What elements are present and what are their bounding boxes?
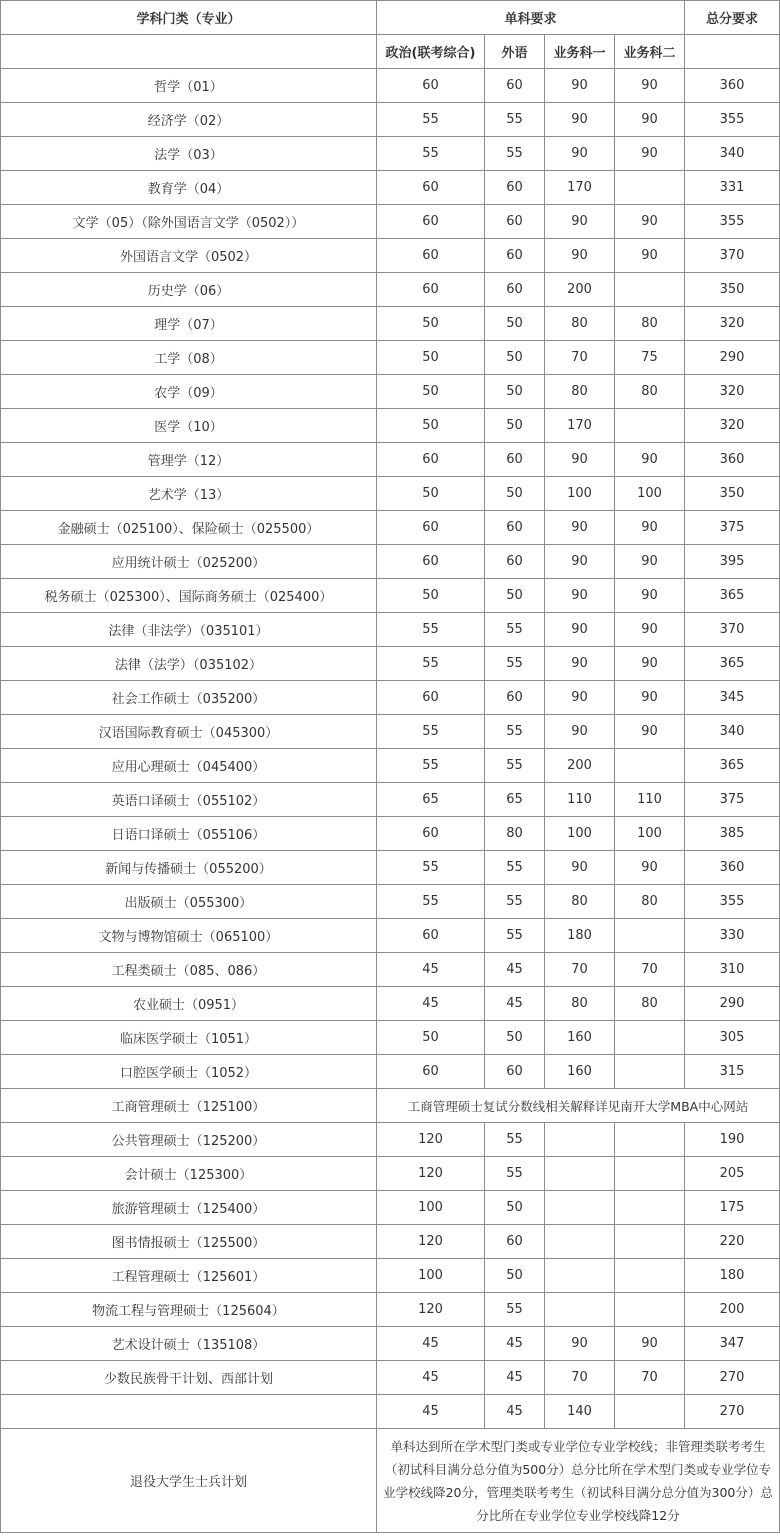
politics-score: 60 (377, 545, 485, 579)
politics-score: 120 (377, 1225, 485, 1259)
politics-score: 55 (377, 103, 485, 137)
table-row (1, 1327, 780, 1361)
header-foreign-language: 外语 (485, 35, 545, 69)
table-row (1, 1123, 780, 1157)
subject-one-score: 140 (545, 1395, 615, 1429)
table-row (1, 409, 780, 443)
row-category: 法律（非法学）（035101） (1, 613, 377, 647)
row-category: 农业硕士（0951） (1, 987, 377, 1021)
subject-two-score: 90 (615, 103, 685, 137)
politics-score: 55 (377, 137, 485, 171)
foreign-language-score: 55 (485, 137, 545, 171)
total-score: 200 (685, 1293, 780, 1327)
table-row (1, 1055, 780, 1089)
subject-two-score: 110 (615, 783, 685, 817)
total-score: 205 (685, 1157, 780, 1191)
table-row (1, 1259, 780, 1293)
total-score: 190 (685, 1123, 780, 1157)
subject-one-score: 200 (545, 273, 615, 307)
total-score: 355 (685, 205, 780, 239)
subject-one-score: 70 (545, 341, 615, 375)
foreign-language-score: 50 (485, 1191, 545, 1225)
table-row (1, 885, 780, 919)
row-category: 工程管理硕士（125601） (1, 1259, 377, 1293)
foreign-language-score: 50 (485, 1259, 545, 1293)
subject-one-score: 70 (545, 953, 615, 987)
politics-score: 60 (377, 1055, 485, 1089)
politics-score: 50 (377, 307, 485, 341)
foreign-language-score: 50 (485, 477, 545, 511)
subject-two-score (615, 1225, 685, 1259)
table-row (1, 273, 780, 307)
table-row (1, 375, 780, 409)
politics-score: 50 (377, 477, 485, 511)
table-row (1, 749, 780, 783)
veteran-note: 单科达到所在学术型门类或专业学位专业学校线；非管理类联考考生（初试科目满分总分值为500分）总分比所在学术型门类或专业学位专业学校线降20分，管理类联考考生（初试科目满分总分值为300分）总分比所在专业学位专业学校线降12分 (377, 1429, 780, 1533)
subject-two-score (615, 1157, 685, 1191)
politics-score: 55 (377, 647, 485, 681)
total-score: 315 (685, 1055, 780, 1089)
foreign-language-score: 65 (485, 783, 545, 817)
total-score: 290 (685, 341, 780, 375)
subject-one-score: 90 (545, 715, 615, 749)
subject-two-score: 90 (615, 443, 685, 477)
row-category: 金融硕士（025100）、保险硕士（025500） (1, 511, 377, 545)
subject-two-score: 90 (615, 137, 685, 171)
subject-two-score: 90 (615, 239, 685, 273)
total-score: 270 (685, 1395, 780, 1429)
header-total-requirement: 总分要求 (685, 1, 780, 35)
row-category: 少数民族骨干计划、西部计划 (1, 1361, 377, 1395)
subject-one-score: 90 (545, 69, 615, 103)
subject-one-score: 90 (545, 613, 615, 647)
subject-two-score: 80 (615, 987, 685, 1021)
foreign-language-score: 50 (485, 409, 545, 443)
total-score: 355 (685, 885, 780, 919)
row-category: 公共管理硕士（125200） (1, 1123, 377, 1157)
foreign-language-score: 80 (485, 817, 545, 851)
subject-one-score: 90 (545, 511, 615, 545)
foreign-language-score: 60 (485, 205, 545, 239)
politics-score: 50 (377, 579, 485, 613)
foreign-language-score: 45 (485, 1327, 545, 1361)
total-score: 365 (685, 749, 780, 783)
foreign-language-score: 50 (485, 307, 545, 341)
politics-score: 60 (377, 443, 485, 477)
table-row (1, 783, 780, 817)
total-score: 330 (685, 919, 780, 953)
politics-score: 65 (377, 783, 485, 817)
subject-one-score (545, 1157, 615, 1191)
foreign-language-score: 50 (485, 579, 545, 613)
row-category: 外国语言文学（0502） (1, 239, 377, 273)
politics-score: 60 (377, 205, 485, 239)
politics-score: 45 (377, 1395, 485, 1429)
foreign-language-score: 60 (485, 1055, 545, 1089)
total-score: 347 (685, 1327, 780, 1361)
table-row (1, 681, 780, 715)
table-row (1, 1225, 780, 1259)
politics-score: 60 (377, 69, 485, 103)
row-category-empty (1, 1395, 377, 1429)
subject-two-score: 80 (615, 307, 685, 341)
row-category: 税务硕士（025300）、国际商务硕士（025400） (1, 579, 377, 613)
row-category: 新闻与传播硕士（055200） (1, 851, 377, 885)
politics-score: 50 (377, 375, 485, 409)
foreign-language-score: 55 (485, 851, 545, 885)
row-category: 英语口译硕士（055102） (1, 783, 377, 817)
foreign-language-score: 60 (485, 1225, 545, 1259)
table-row (1, 1191, 780, 1225)
total-score: 365 (685, 647, 780, 681)
politics-score: 60 (377, 681, 485, 715)
foreign-language-score: 50 (485, 375, 545, 409)
subject-one-score: 100 (545, 477, 615, 511)
foreign-language-score: 55 (485, 1293, 545, 1327)
total-score: 375 (685, 511, 780, 545)
politics-score: 60 (377, 239, 485, 273)
row-category: 医学（10） (1, 409, 377, 443)
total-score: 355 (685, 103, 780, 137)
row-category: 会计硕士（125300） (1, 1157, 377, 1191)
row-category: 旅游管理硕士（125400） (1, 1191, 377, 1225)
subject-one-score (545, 1259, 615, 1293)
subject-two-score: 70 (615, 953, 685, 987)
subject-one-score (545, 1123, 615, 1157)
row-category: 出版硕士（055300） (1, 885, 377, 919)
table-row (1, 953, 780, 987)
total-score: 360 (685, 69, 780, 103)
row-category: 工学（08） (1, 341, 377, 375)
politics-score: 120 (377, 1157, 485, 1191)
politics-score: 55 (377, 851, 485, 885)
total-score: 331 (685, 171, 780, 205)
foreign-language-score: 55 (485, 613, 545, 647)
table-row-veteran (1, 1429, 780, 1533)
header-politics: 政治(联考综合) (377, 35, 485, 69)
table-row (1, 103, 780, 137)
subject-one-score: 160 (545, 1021, 615, 1055)
foreign-language-score: 60 (485, 443, 545, 477)
subject-one-score (545, 1225, 615, 1259)
subject-two-score: 90 (615, 545, 685, 579)
table-row (1, 137, 780, 171)
total-score: 340 (685, 137, 780, 171)
row-category: 工程类硕士（085、086） (1, 953, 377, 987)
subject-one-score: 90 (545, 545, 615, 579)
subject-two-score: 75 (615, 341, 685, 375)
row-category: 文物与博物馆硕士（065100） (1, 919, 377, 953)
foreign-language-score: 55 (485, 1123, 545, 1157)
row-category: 法律（法学）（035102） (1, 647, 377, 681)
politics-score: 50 (377, 409, 485, 443)
row-category: 汉语国际教育硕士（045300） (1, 715, 377, 749)
subject-one-score: 70 (545, 1361, 615, 1395)
subject-one-score: 80 (545, 987, 615, 1021)
total-score: 320 (685, 307, 780, 341)
subject-one-score (545, 1293, 615, 1327)
header-empty-total (685, 35, 780, 69)
table-row (1, 1157, 780, 1191)
table-row-minority-2 (1, 1395, 780, 1429)
row-category: 管理学（12） (1, 443, 377, 477)
subject-one-score: 90 (545, 681, 615, 715)
foreign-language-score: 55 (485, 885, 545, 919)
subject-two-score: 90 (615, 647, 685, 681)
subject-one-score: 160 (545, 1055, 615, 1089)
subject-two-score (615, 409, 685, 443)
foreign-language-score: 60 (485, 69, 545, 103)
table-row (1, 987, 780, 1021)
table-row-minority (1, 1361, 780, 1395)
politics-score: 60 (377, 273, 485, 307)
table-row (1, 307, 780, 341)
foreign-language-score: 50 (485, 1021, 545, 1055)
politics-score: 55 (377, 715, 485, 749)
table-row (1, 239, 780, 273)
subject-one-score: 90 (545, 647, 615, 681)
header-empty (1, 35, 377, 69)
total-score: 350 (685, 477, 780, 511)
subject-one-score: 90 (545, 443, 615, 477)
row-category: 物流工程与管理硕士（125604） (1, 1293, 377, 1327)
row-category: 教育学（04） (1, 171, 377, 205)
total-score: 270 (685, 1361, 780, 1395)
table-row (1, 647, 780, 681)
subject-two-score (615, 1123, 685, 1157)
subject-two-score: 90 (615, 613, 685, 647)
subject-two-score (615, 1293, 685, 1327)
politics-score: 45 (377, 987, 485, 1021)
politics-score: 55 (377, 613, 485, 647)
row-category: 日语口译硕士（055106） (1, 817, 377, 851)
politics-score: 60 (377, 919, 485, 953)
table-row (1, 171, 780, 205)
row-category: 经济学（02） (1, 103, 377, 137)
subject-one-score: 90 (545, 205, 615, 239)
subject-one-score: 90 (545, 851, 615, 885)
table-row (1, 545, 780, 579)
row-category: 临床医学硕士（1051） (1, 1021, 377, 1055)
total-score: 175 (685, 1191, 780, 1225)
politics-score: 45 (377, 1361, 485, 1395)
row-category: 法学（03） (1, 137, 377, 171)
total-score: 320 (685, 375, 780, 409)
total-score: 370 (685, 239, 780, 273)
table-row (1, 1293, 780, 1327)
total-score: 290 (685, 987, 780, 1021)
politics-score: 120 (377, 1123, 485, 1157)
politics-score: 55 (377, 885, 485, 919)
politics-score: 60 (377, 817, 485, 851)
table-row-mba (1, 1089, 780, 1123)
total-score: 360 (685, 851, 780, 885)
subject-two-score: 90 (615, 69, 685, 103)
foreign-language-score: 60 (485, 511, 545, 545)
total-score: 360 (685, 443, 780, 477)
subject-one-score: 90 (545, 579, 615, 613)
table-row (1, 613, 780, 647)
subject-two-score: 100 (615, 817, 685, 851)
total-score: 375 (685, 783, 780, 817)
subject-two-score: 90 (615, 205, 685, 239)
subject-two-score (615, 1055, 685, 1089)
row-category: 口腔医学硕士（1052） (1, 1055, 377, 1089)
politics-score: 45 (377, 1327, 485, 1361)
total-score: 365 (685, 579, 780, 613)
subject-two-score (615, 1191, 685, 1225)
politics-score: 60 (377, 511, 485, 545)
row-category: 农学（09） (1, 375, 377, 409)
subject-one-score: 180 (545, 919, 615, 953)
subject-two-score: 80 (615, 885, 685, 919)
table-row (1, 715, 780, 749)
table-row (1, 1021, 780, 1055)
foreign-language-score: 55 (485, 749, 545, 783)
table-row (1, 477, 780, 511)
subject-one-score: 90 (545, 103, 615, 137)
politics-score: 120 (377, 1293, 485, 1327)
subject-one-score: 80 (545, 307, 615, 341)
subject-two-score (615, 1259, 685, 1293)
table-row (1, 443, 780, 477)
subject-one-score: 110 (545, 783, 615, 817)
foreign-language-score: 45 (485, 953, 545, 987)
table-row (1, 69, 780, 103)
subject-one-score: 90 (545, 1327, 615, 1361)
subject-two-score (615, 171, 685, 205)
foreign-language-score: 55 (485, 103, 545, 137)
row-category: 应用心理硕士（045400） (1, 749, 377, 783)
header-single-requirement: 单科要求 (377, 1, 685, 35)
row-category: 退役大学生士兵计划 (1, 1429, 377, 1533)
mba-note: 工商管理硕士复试分数线相关解释详见南开大学MBA中心网站 (377, 1089, 780, 1123)
header-subject-one: 业务科一 (545, 35, 615, 69)
foreign-language-score: 55 (485, 919, 545, 953)
row-category: 艺术设计硕士（135108） (1, 1327, 377, 1361)
table-row (1, 341, 780, 375)
subject-one-score: 80 (545, 885, 615, 919)
subject-two-score: 80 (615, 375, 685, 409)
table-row (1, 851, 780, 885)
foreign-language-score: 60 (485, 171, 545, 205)
politics-score: 100 (377, 1191, 485, 1225)
total-score: 350 (685, 273, 780, 307)
subject-two-score: 100 (615, 477, 685, 511)
foreign-language-score: 60 (485, 681, 545, 715)
table-row (1, 817, 780, 851)
politics-score: 50 (377, 1021, 485, 1055)
subject-two-score: 90 (615, 681, 685, 715)
total-score: 385 (685, 817, 780, 851)
total-score: 305 (685, 1021, 780, 1055)
row-category: 社会工作硕士（035200） (1, 681, 377, 715)
subject-two-score: 90 (615, 851, 685, 885)
politics-score: 55 (377, 749, 485, 783)
foreign-language-score: 50 (485, 341, 545, 375)
row-category: 艺术学（13） (1, 477, 377, 511)
subject-two-score: 90 (615, 579, 685, 613)
subject-one-score: 170 (545, 409, 615, 443)
subject-two-score (615, 1395, 685, 1429)
total-score: 370 (685, 613, 780, 647)
subject-two-score (615, 919, 685, 953)
row-category: 历史学（06） (1, 273, 377, 307)
table-row (1, 511, 780, 545)
row-category: 工商管理硕士（125100） (1, 1089, 377, 1123)
foreign-language-score: 45 (485, 1361, 545, 1395)
total-score: 220 (685, 1225, 780, 1259)
table-row (1, 205, 780, 239)
politics-score: 45 (377, 953, 485, 987)
total-score: 345 (685, 681, 780, 715)
subject-one-score: 90 (545, 137, 615, 171)
subject-one-score: 170 (545, 171, 615, 205)
foreign-language-score: 45 (485, 1395, 545, 1429)
subject-one-score (545, 1191, 615, 1225)
subject-two-score: 70 (615, 1361, 685, 1395)
foreign-language-score: 45 (485, 987, 545, 1021)
row-category: 哲学（01） (1, 69, 377, 103)
subject-two-score (615, 749, 685, 783)
foreign-language-score: 60 (485, 273, 545, 307)
header-subject-two: 业务科二 (615, 35, 685, 69)
foreign-language-score: 55 (485, 1157, 545, 1191)
row-category: 理学（07） (1, 307, 377, 341)
row-category: 图书情报硕士（125500） (1, 1225, 377, 1259)
row-category: 文学（05）（除外国语言文学（0502）） (1, 205, 377, 239)
subject-one-score: 90 (545, 239, 615, 273)
politics-score: 100 (377, 1259, 485, 1293)
foreign-language-score: 60 (485, 545, 545, 579)
subject-two-score: 90 (615, 511, 685, 545)
total-score: 310 (685, 953, 780, 987)
subject-one-score: 100 (545, 817, 615, 851)
row-category: 应用统计硕士（025200） (1, 545, 377, 579)
total-score: 180 (685, 1259, 780, 1293)
politics-score: 50 (377, 341, 485, 375)
subject-one-score: 80 (545, 375, 615, 409)
subject-two-score (615, 273, 685, 307)
foreign-language-score: 55 (485, 715, 545, 749)
subject-one-score: 200 (545, 749, 615, 783)
total-score: 340 (685, 715, 780, 749)
foreign-language-score: 55 (485, 647, 545, 681)
table-row (1, 919, 780, 953)
subject-two-score (615, 1021, 685, 1055)
subject-two-score: 90 (615, 1327, 685, 1361)
total-score: 320 (685, 409, 780, 443)
header-category: 学科门类（专业） (1, 1, 377, 35)
foreign-language-score: 60 (485, 239, 545, 273)
subject-two-score: 90 (615, 715, 685, 749)
total-score: 395 (685, 545, 780, 579)
table-row (1, 579, 780, 613)
politics-score: 60 (377, 171, 485, 205)
